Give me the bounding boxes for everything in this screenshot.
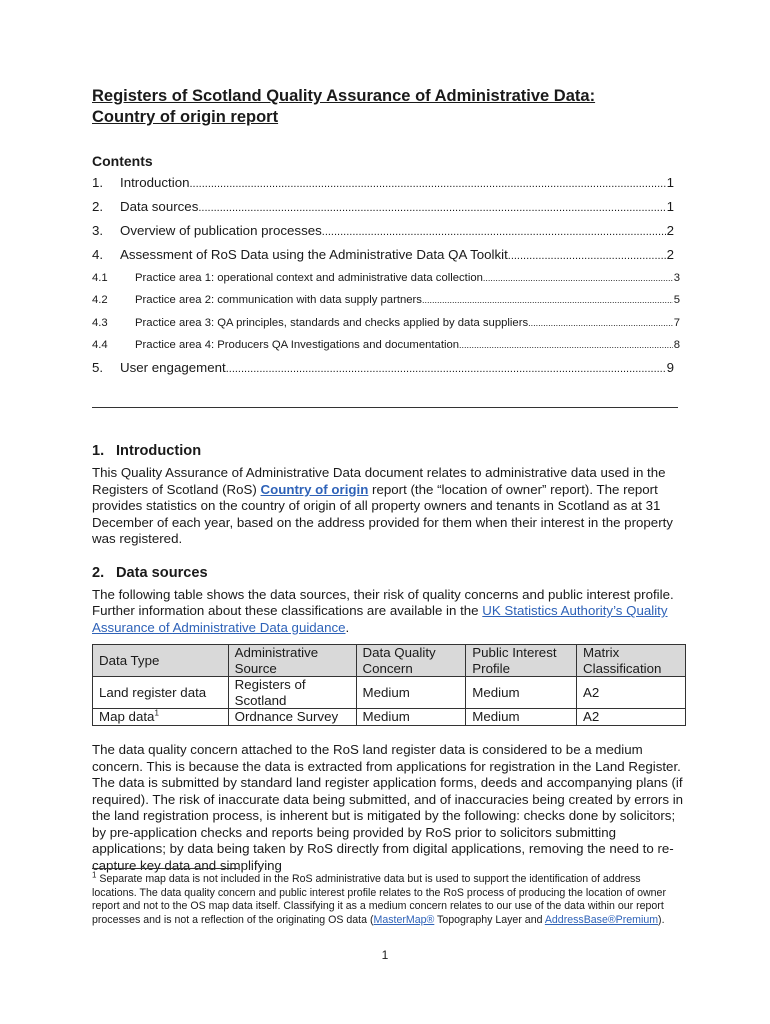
toc-item-introduction[interactable]: 1. Introduction ..... 1 bbox=[92, 171, 674, 195]
toc-item-practice-area-4[interactable]: 4.4 Practice area 4: Producers QA Investigations and documentation ..... 8 bbox=[92, 334, 680, 356]
data-sources-paragraph: The following table shows the data sources, their risk of quality concerns and public interest profile. Further information about these classifications are available in the UK Statistics Authority’s Quality Assurance of Administrative Data guidance. bbox=[92, 586, 674, 635]
footnote-marker: 1 bbox=[92, 870, 97, 880]
table-header-cell: Data Type bbox=[93, 645, 229, 677]
data-sources-table bbox=[92, 644, 686, 726]
contents-heading: Contents bbox=[92, 153, 153, 169]
toc-item-practice-area-1[interactable]: 4.1 Practice area 1: operational context and administrative data collection ..... 3 bbox=[92, 267, 680, 289]
table-header-cell: Matrix Classification bbox=[577, 645, 686, 677]
table-cell: Medium bbox=[466, 709, 577, 726]
toc-item-practice-area-3[interactable]: 4.3 Practice area 3: QA principles, standards and checks applied by data suppliers ..... 7 bbox=[92, 312, 680, 334]
addressbase-premium-link[interactable]: AddressBase®Premium bbox=[544, 913, 659, 926]
table-header-cell: Administrative Source bbox=[228, 645, 356, 677]
table-cell: Registers of Scotland bbox=[228, 677, 356, 709]
data-quality-concern-paragraph: The data quality concern attached to the RoS land register data is considered to be a medium concern. This is because the data is extracted from applications for registration in the Land Register. The data is submitted by standard land register application forms, deeds and accompanying plans (if required). The risk of inaccurate data being submitted, and of inaccuracies being created by errors in the land registration process, is inherent but is mitigated by the following: checks done by solicitors; by pre-application checks and reports being provided by RoS prior to solicitors submitting applications; by data being taken by RoS directly from digital applications, removing the need to re-capture key data and simplifying bbox=[92, 742, 684, 873]
data-sources-heading: 2. Data sources bbox=[92, 564, 208, 581]
document-title-line1: Registers of Scotland Quality Assurance of Administrative Data: bbox=[92, 87, 596, 105]
introduction-paragraph: This Quality Assurance of Administrative Data document relates to administrative data used in the Registers of Scotland (RoS) Country of origin report (the “location of owner” report). The report provides statistics on the country of origin of all property owners and tenants in Scotland as at 31 December of each year, based on the address provided for them when their interest in the property was registered. bbox=[92, 465, 673, 547]
document-page bbox=[92, 86, 686, 874]
mastermap-link[interactable]: MasterMap® bbox=[373, 913, 435, 926]
toc-item-user-engagement[interactable]: 5. User engagement ..... 9 bbox=[92, 356, 674, 380]
section-divider bbox=[92, 407, 678, 408]
country-of-origin-link[interactable]: Country of origin bbox=[260, 481, 369, 497]
table-cell: Ordnance Survey bbox=[228, 709, 356, 726]
table-cell: A2 bbox=[577, 709, 686, 726]
table-header-cell: Data Quality Concern bbox=[356, 645, 466, 677]
table-row bbox=[93, 677, 686, 709]
table-cell: Medium bbox=[356, 709, 466, 726]
introduction-heading: 1. Introduction bbox=[92, 443, 202, 460]
page-number: 1 bbox=[381, 948, 389, 962]
footnote-reference[interactable]: 1 bbox=[154, 709, 159, 719]
table-cell: Medium bbox=[466, 677, 577, 709]
document-title-line2: Country of origin report bbox=[92, 108, 279, 126]
toc-item-practice-area-2[interactable]: 4.2 Practice area 2: communication with data supply partners ..... 5 bbox=[92, 289, 680, 311]
table-of-contents bbox=[92, 171, 686, 380]
document-title bbox=[92, 86, 662, 128]
table-header-cell: Public Interest Profile bbox=[466, 645, 577, 677]
table-cell: Land register data bbox=[93, 677, 229, 709]
uk-statistics-guidance-link[interactable]: UK Statistics Authority’s Quality Assurance of Administrative Data guidance bbox=[92, 603, 668, 635]
footnote-separator bbox=[92, 868, 238, 869]
table-row bbox=[93, 709, 686, 726]
table-cell: Map data$^1$ bbox=[93, 709, 229, 726]
table-header-row bbox=[93, 645, 686, 677]
toc-item-assessment[interactable]: 4. Assessment of RoS Data using the Administrative Data QA Toolkit ..... 2 bbox=[92, 243, 674, 267]
table-cell: A2 bbox=[577, 677, 686, 709]
footnote: $^1$ Separate map data is not included in the RoS administrative data but is used to support the identification of address locations. The data quality concern and public interest profile relates to the RoS process of producing the location of owner report and not to the OS map data itself. Classifying it as a medium concern relates to our use of the data within our report processes and is not a reflection of the originating OS data (MasterMap® Topography Layer and AddressBase®Premium). bbox=[92, 870, 666, 926]
toc-item-overview[interactable]: 3. Overview of publication processes ..... 2 bbox=[92, 219, 674, 243]
table-cell: Medium bbox=[356, 677, 466, 709]
toc-item-data-sources[interactable]: 2. Data sources ..... 1 bbox=[92, 195, 674, 219]
